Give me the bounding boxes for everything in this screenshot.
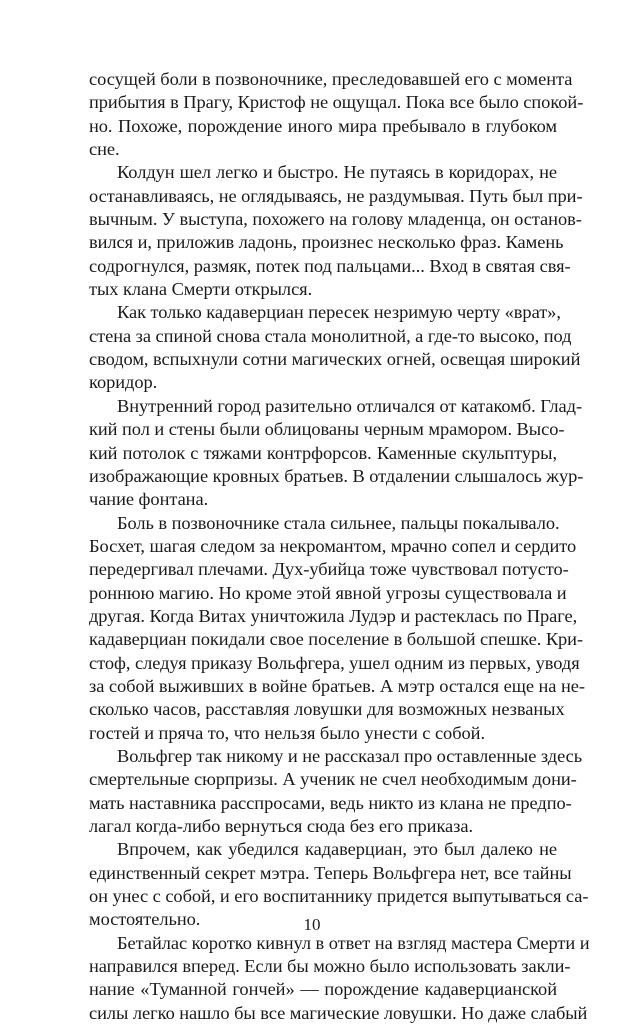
text-line: вычным. У выступа, похожего на голову младенца, он останов- xyxy=(89,209,582,230)
text-line: гостей и пряча то, что нельзя было унести с собой. xyxy=(89,722,485,743)
text-line: сколько часов, расставляя ловушки для возможных незваных xyxy=(89,699,565,720)
text-line: Вольфгер так никому и не рассказал про оставленные здесь xyxy=(117,745,583,766)
text-line: нание «Туманной гончей» — порождение кадаверцианской xyxy=(89,979,557,1000)
text-line: содрогнулся, размяк, потек под пальцами... Вход в святая свя- xyxy=(89,255,571,276)
text-line: кий потолок с тяжами контрфорсов. Каменные скульптуры, xyxy=(89,442,557,463)
text-line: тых клана Смерти открылся. xyxy=(89,279,313,300)
text-line: изображающие кровных братьев. В отдалении слышалось жур- xyxy=(89,465,584,486)
text-line: другая. Когда Витах уничтожила Лудэр и растеклась по Праге, xyxy=(89,605,578,626)
page-number: 10 xyxy=(303,915,321,934)
text-line: Боль в позвоночнике стала сильнее, пальцы покалывало. xyxy=(117,512,560,533)
text-line: Внутренний город разительно отличался от катакомб. Глад- xyxy=(117,395,583,416)
text-line: Босхет, шагая следом за некромантом, мрачно сопел и сердито xyxy=(89,535,577,556)
text-line: единственный секрет мэтра. Теперь Вольфгера нет, все тайны xyxy=(89,862,572,883)
text-line: стоф, следуя приказу Вольфгера, ушел одним из первых, уводя xyxy=(89,652,580,673)
text-line: Колдун шел легко и быстро. Не путаясь в коридорах, не xyxy=(117,162,557,183)
text-line: сосущей боли в позвоночнике, преследовавшей его с момента xyxy=(89,69,573,89)
text-line: стена за спиной снова стала монолитной, а где-то высоко, под xyxy=(89,325,572,346)
text-line: прибытия в Прагу, Кристоф не ощущал. Пока все было спокой- xyxy=(89,92,584,113)
text-line: он унес с собой, и его воспитаннику придется выпутываться са- xyxy=(89,886,589,907)
text-line: коридор. xyxy=(89,372,158,393)
text-line: мать наставника расспросами, ведь никто из клана не предпо- xyxy=(89,792,572,813)
text-line: кадаверциан покидали свое поселение в большой спешке. Кри- xyxy=(89,629,584,650)
text-line: Бетайлас коротко кивнул в ответ на взгляд мастера Смерти и xyxy=(117,932,590,953)
text-line: вился и, приложив ладонь, произнес несколько фраз. Камень xyxy=(89,232,564,253)
text-line: за собой выживших в войне братьев. А мэтр остался еще на не- xyxy=(89,675,585,696)
text-line: силы легко нашло бы все магические ловушки. Но даже слабый xyxy=(89,1002,588,1023)
text-line: направился вперед. Если бы можно было использовать закли- xyxy=(89,956,571,977)
text-line: Впрочем, как убедился кадаверциан, это был далеко не xyxy=(117,839,557,860)
text-line: кий пол и стены были облицованы черным мрамором. Высо- xyxy=(89,419,565,440)
text-line: останавливаясь, не оглядываясь, не раздумывая. Путь был при- xyxy=(89,185,583,206)
text-line: роннюю магию. Но кроме этой явной угрозы существовала и xyxy=(89,582,567,603)
text-line: лагал когда-либо вернуться сюда без его приказа. xyxy=(89,816,474,836)
text-line: передергивал плечами. Дух-убийца тоже чувствовал потусто- xyxy=(89,559,569,580)
body-text xyxy=(89,68,590,1025)
text-line: чание фонтана. xyxy=(89,489,209,510)
text-line: но. Похоже, порождение иного мира пребывало в глубоком xyxy=(89,115,557,136)
text-line: сне. xyxy=(89,139,120,160)
text-line: мостоятельно. xyxy=(89,909,201,930)
text-line: сводом, вспыхнули сотни магических огней, освещая широкий xyxy=(89,349,581,370)
text-line: смертельные сюрпризы. А ученик не счел необходимым дони- xyxy=(89,769,577,790)
text-line: Как только кадаверциан пересек незримую черту «врат», xyxy=(117,302,561,323)
